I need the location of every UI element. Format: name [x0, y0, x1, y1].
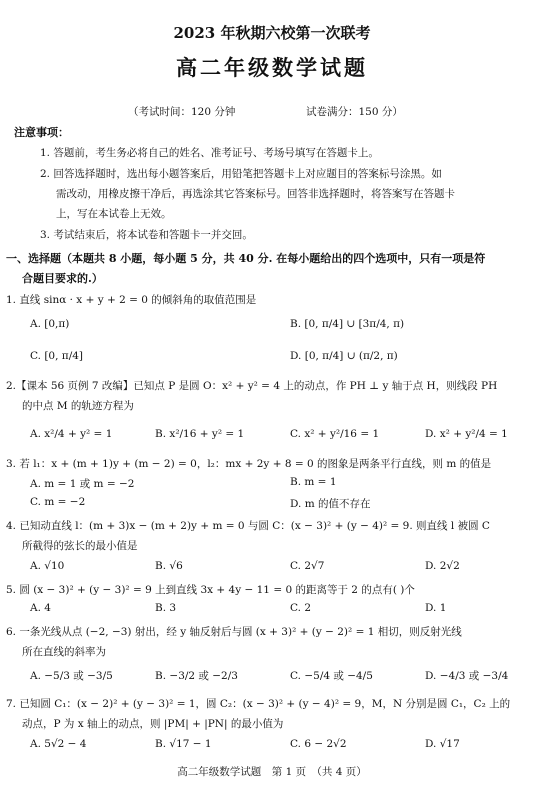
q6-stem: 6. 一条光线从点 (−2, −3) 射出，经 y 轴反射后与圆 (x + 3)² + (y − 2)² = 1 相切，则反射光线 [6, 626, 462, 638]
q5-option-a: A. 4 [30, 602, 51, 614]
q6-option-c: C. −5/4 或 −4/5 [290, 670, 373, 682]
section-heading-cont: 合题目要求的.） [22, 272, 103, 285]
q4-option-d: D. 2√2 [425, 560, 460, 572]
q4-option-c: C. 2√7 [290, 560, 325, 572]
q7-stem: 7. 已知圆 C₁：(x − 2)² + (y − 3)² = 1，圆 C₂：(x − 3)² + (y − 4)² = 9，M，N 分别是圆 C₁，C₂ 上的 [6, 698, 511, 710]
q4-option-b: B. √6 [155, 560, 183, 572]
q4-stem: 4. 已知动直线 l：(m + 3)x − (m + 2)y + m = 0 与圆 C：(x − 3)² + (y − 4)² = 9. 则直线 l 被圆 C [6, 520, 490, 532]
q4-stem-cont: 所截得的弦长的最小值是 [22, 540, 138, 552]
exam-time: （考试时间：120 分钟 [128, 106, 236, 118]
exam-name: 2023 年秋期六校第一次联考 [173, 24, 371, 42]
q2-option-a: A. x²/4 + y² = 1 [30, 428, 113, 440]
q6-option-a: A. −5/3 或 −3/5 [30, 670, 113, 682]
page-footer: 高二年级数学试题 第 1 页 （共 4 页） [177, 766, 367, 778]
q3-option-a: A. m = 1 或 m = −2 [30, 478, 135, 490]
q3-option-b: B. m = 1 [290, 476, 337, 488]
q2-stem-cont: 的中点 M 的轨迹方程为 [22, 400, 134, 412]
q6-option-d: D. −4/3 或 −3/4 [425, 670, 509, 682]
q3-option-d: D. m 的值不存在 [290, 498, 371, 510]
q4-option-a: A. √10 [30, 560, 65, 572]
note-2: 2. 回答选择题时，选出每小题答案后，用铅笔把答题卡上对应题目的答案标号涂黑。如 [40, 168, 442, 180]
q1-stem: 1. 直线 sinα · x + y + 2 = 0 的倾斜角的取值范围是 [6, 294, 257, 306]
q7-option-b: B. √17 − 1 [155, 738, 212, 750]
q7-option-d: D. √17 [425, 738, 460, 750]
q1-option-b: B. [0, π/4] ∪ [3π/4, π) [290, 318, 405, 330]
note-2-end: 上，写在本试卷上无效。 [56, 208, 172, 220]
note-1: 1. 答题前，考生务必将自己的姓名、准考证号、考场号填写在答题卡上。 [40, 147, 379, 159]
q7-stem-cont: 动点，P 为 x 轴上的动点，则 |PM| + |PN| 的最小值为 [22, 718, 284, 730]
q1-option-d: D. [0, π/4] ∪ (π/2, π) [290, 350, 398, 362]
q6-stem-cont: 所在直线的斜率为 [22, 646, 106, 658]
q3-option-c: C. m = −2 [30, 496, 86, 508]
q7-option-c: C. 6 − 2√2 [290, 738, 347, 750]
q2-stem: 2.【课本 56 页例 7 改编】已知点 P 是圆 O：x² + y² = 4 上的动点，作 PH ⊥ y 轴于点 H，则线段 PH [6, 380, 498, 392]
q5-stem: 5. 圆 (x − 3)² + (y − 3)² = 9 上到直线 3x + 4y − 11 = 0 的距离等于 2 的点有( )个 [6, 584, 415, 596]
q7-option-a: A. 5√2 − 4 [30, 738, 87, 750]
q2-option-c: C. x² + y²/16 = 1 [290, 428, 380, 440]
q5-option-b: B. 3 [155, 602, 177, 614]
q2-option-b: B. x²/16 + y² = 1 [155, 428, 245, 440]
q1-option-c: C. [0, π/4] [30, 350, 84, 362]
q3-stem: 3. 若 l₁：x + (m + 1)y + (m − 2) = 0，l₂：mx + 2y + 8 = 0 的图象是两条平行直线，则 m 的值是 [6, 458, 492, 470]
notes-heading: 注意事项： [14, 126, 69, 139]
q2-option-d: D. x² + y²/4 = 1 [425, 428, 508, 440]
q5-option-d: D. 1 [425, 602, 447, 614]
note-2-cont: 需改动，用橡皮擦干净后，再选涂其它答案标号。回答非选择题时，将答案写在答题卡 [56, 188, 455, 200]
paper-title: 高二年级数学试题 [176, 55, 368, 80]
q5-option-c: C. 2 [290, 602, 312, 614]
section-heading: 一、选择题（本题共 8 小题，每小题 5 分，共 40 分. 在每小题给出的四个选项中，只有一项是符 [6, 252, 486, 265]
q1-option-a: A. [0,π) [30, 318, 70, 330]
q6-option-b: B. −3/2 或 −2/3 [155, 670, 238, 682]
full-score: 试卷满分：150 分） [306, 106, 403, 118]
note-3: 3. 考试结束后，将本试卷和答题卡一并交回。 [40, 229, 253, 241]
